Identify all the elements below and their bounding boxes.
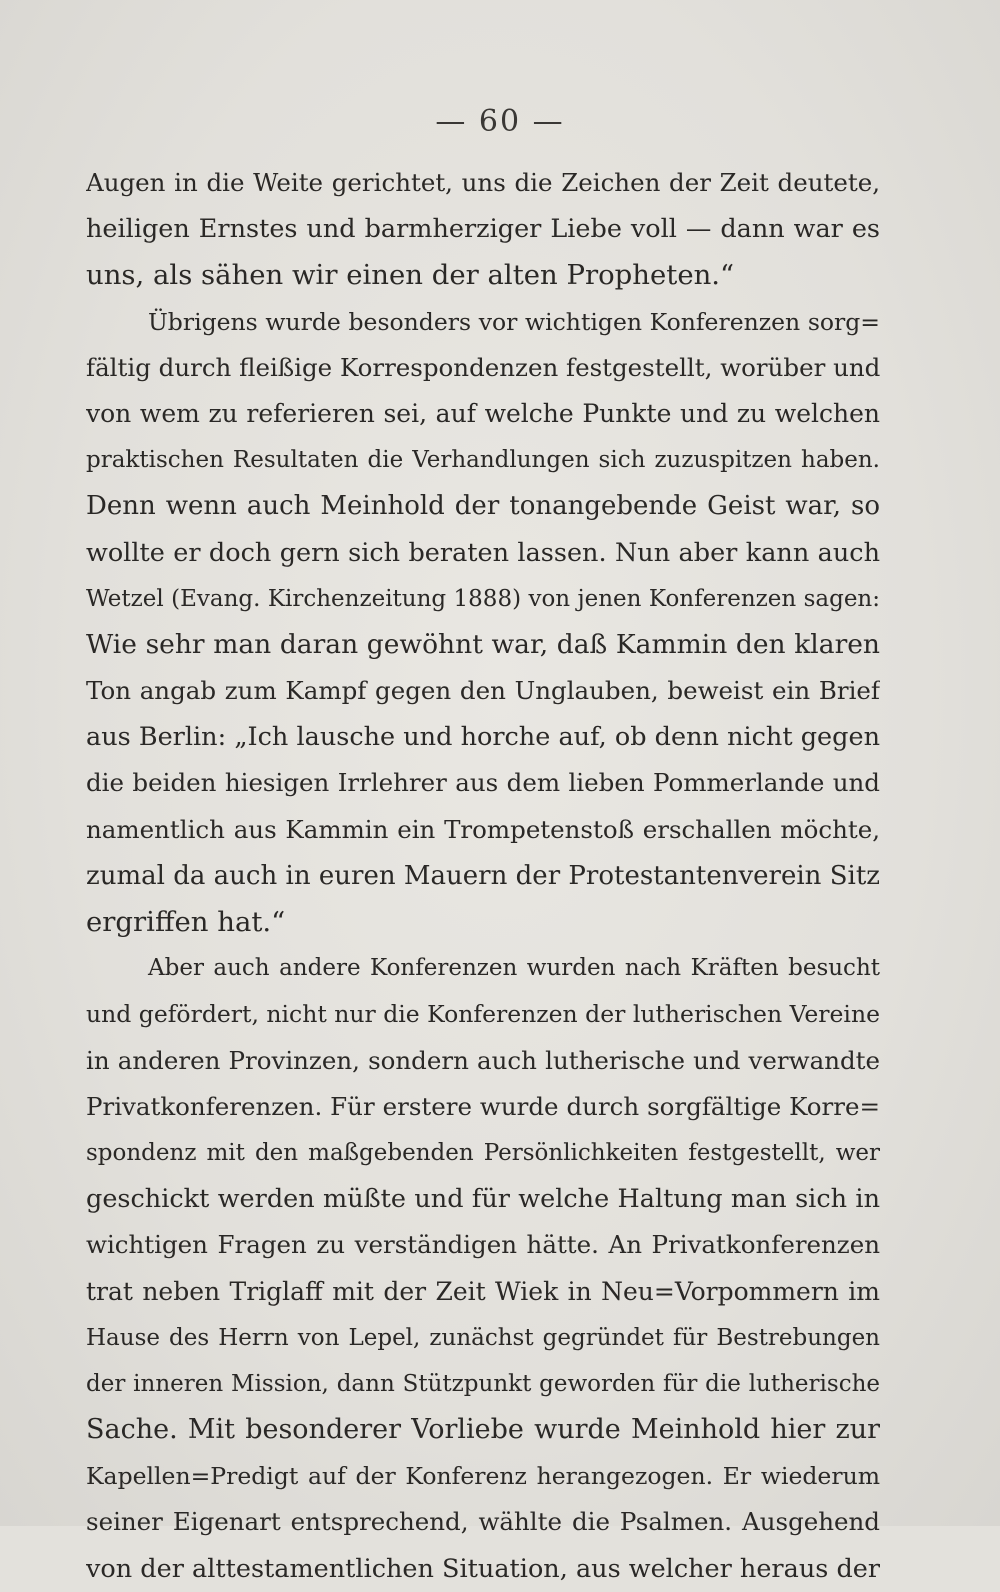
text-line: von wem zu referieren sei, auf welche Punkte und zu welchen [86, 398, 880, 428]
text-line: Denn wenn auch Meinhold der tonangebende Geist war, so [86, 491, 880, 522]
text-line: seiner Eigenart entsprechend, wählte die Psalmen. Ausgehend [86, 1507, 880, 1537]
text-line: von der alttestamentlichen Situation, aus welcher heraus der [86, 1553, 880, 1584]
text-line: trat neben Triglaff mit der Zeit Wiek in Neu=Vorpommern im [86, 1276, 880, 1306]
text-line: Hause des Herrn von Lepel, zunächst gegründet für Bestrebungen [86, 1324, 880, 1351]
text-line: aus Berlin: „Ich lausche und horche auf, ob denn nicht gegen [86, 722, 880, 753]
text-line: der inneren Mission, dann Stützpunkt geworden für die lutherische [86, 1370, 880, 1397]
text-line: Ton angab zum Kampf gegen den Unglauben, beweist ein Brief [86, 676, 880, 706]
text-line: uns, als sähen wir einen der alten Propheten.“ [86, 259, 735, 292]
text-line: fältig durch fleißige Korrespondenzen festgestellt, worüber und [86, 352, 880, 382]
text-line: namentlich aus Kammin ein Trompetenstoß erschallen möchte, [86, 814, 880, 844]
page-number: — 60 — [435, 104, 565, 139]
text-line: die beiden hiesigen Irrlehrer aus dem lieben Pommerlande und [86, 768, 880, 798]
text-line: Wie sehr man daran gewöhnt war, daß Kammin den klaren [86, 628, 880, 660]
text-line: Augen in die Weite gerichtet, uns die Zeichen der Zeit deutete, [86, 168, 880, 197]
text-line: in anderen Provinzen, sondern auch lutherische und verwandte [86, 1045, 880, 1075]
text-line: heiligen Ernstes und barmherziger Liebe voll — dann war es [86, 214, 880, 245]
text-line: Aber auch andere Konferenzen wurden nach Kräften besucht [148, 955, 880, 982]
text-line: Kapellen=Predigt auf der Konferenz herangezogen. Er wiederum [86, 1462, 880, 1491]
text-line: ergriffen hat.“ [86, 906, 286, 938]
text-line: praktischen Resultaten die Verhandlungen sich zuzuspitzen haben. [86, 447, 880, 474]
text-line: Wetzel (Evang. Kirchenzeitung 1888) von jenen Konferenzen sagen: [86, 585, 880, 612]
text-line: geschickt werden müßte und für welche Haltung man sich in [86, 1184, 880, 1215]
text-line: zumal da auch in euren Mauern der Protestantenverein Sitz [86, 860, 880, 891]
text-line: Sache. Mit besonderer Vorliebe wurde Meinhold hier zur [86, 1414, 880, 1446]
body-text [86, 160, 880, 1592]
text-line: spondenz mit den maßgebenden Persönlichkeiten festgestellt, wer [86, 1139, 880, 1166]
text-line: Privatkonferenzen. Für erstere wurde durch sorgfältige Korre= [86, 1091, 880, 1121]
text-line: und gefördert, nicht nur die Konferenzen der lutherischen Vereine [86, 1000, 880, 1029]
text-line: wollte er doch gern sich beraten lassen. Nun aber kann auch [86, 537, 880, 568]
text-line: wichtigen Fragen zu verständigen hätte. An Privatkonferenzen [86, 1230, 880, 1260]
text-line: Übrigens wurde besonders vor wichtigen Konferenzen sorg= [148, 307, 880, 336]
